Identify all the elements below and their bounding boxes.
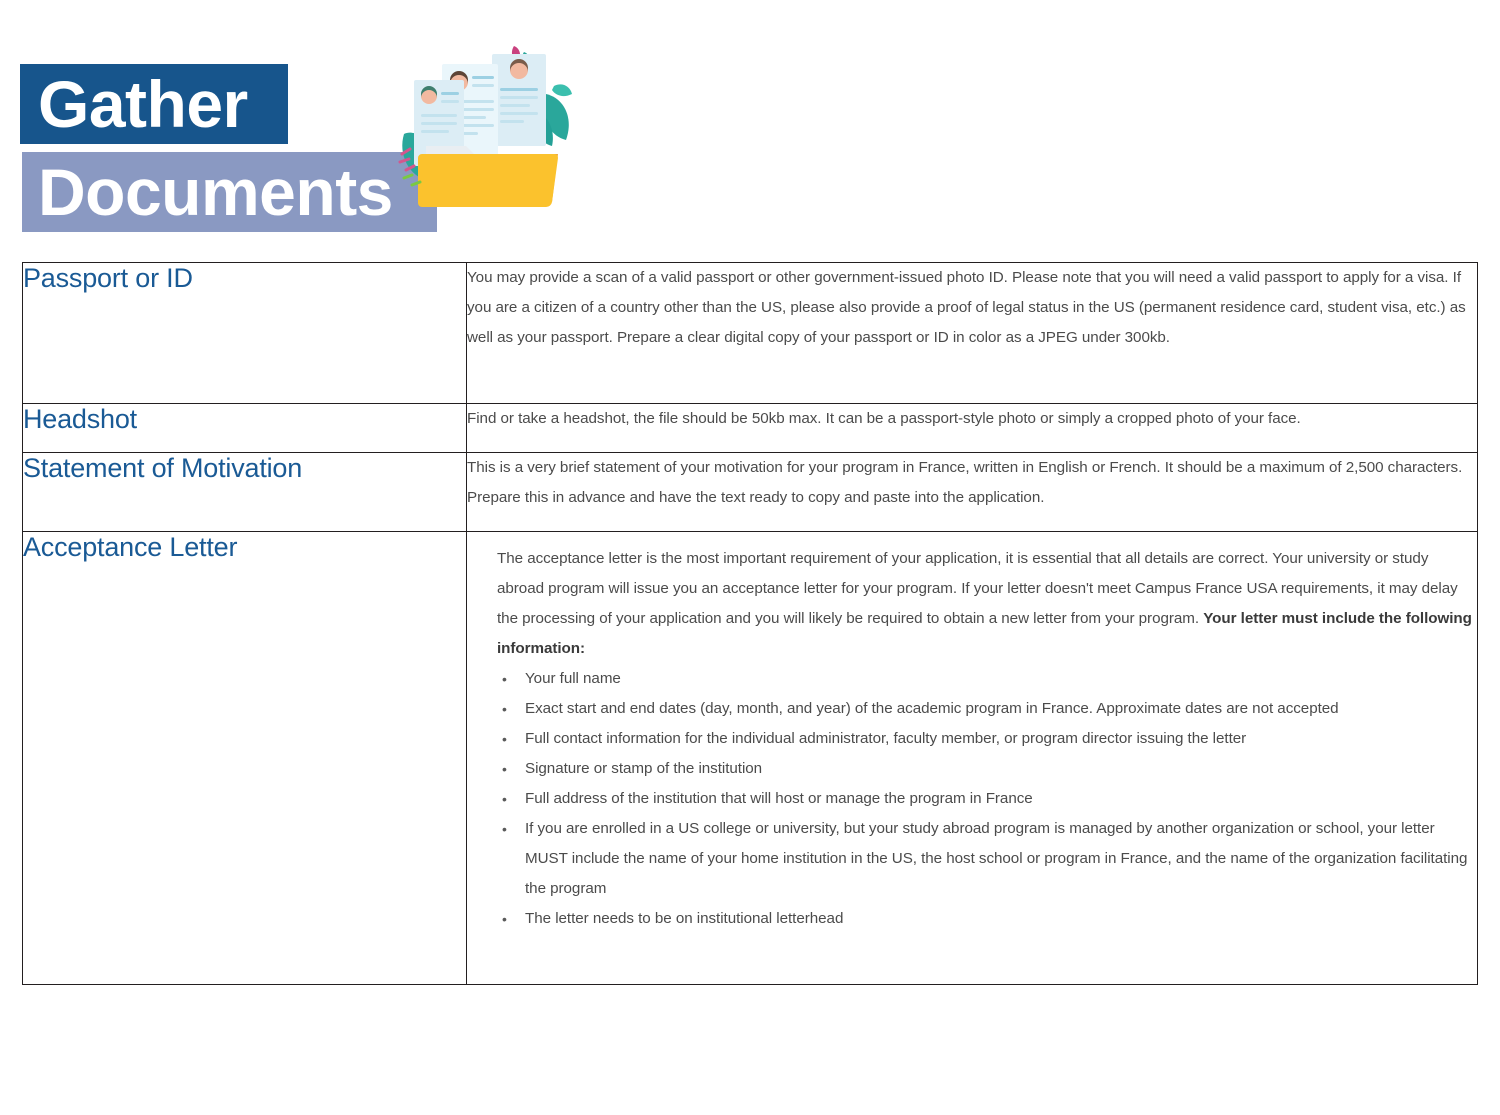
row-label-cell	[23, 263, 467, 404]
list-item: • Exact start and end dates (day, month, and year) of the academic program in France. Approximate dates are not accepted	[497, 694, 1477, 724]
requirements-list	[497, 664, 1477, 934]
documents-table	[22, 262, 1478, 985]
list-item: • Full address of the institution that will host or manage the program in France	[497, 784, 1477, 814]
title-line-1: Gather	[38, 67, 248, 141]
row-label-cell	[23, 453, 467, 532]
row-description-intro: The acceptance letter is the most important requirement of your application, it is essential that all details are correct. Your university or study abroad program will issue you an acceptance letter for your program. If your letter doesn't meet Campus France USA requirements, it may delay the processing of your application and you will likely be required to obtain a new letter from your program.	[497, 550, 1458, 627]
row-label-cell	[23, 532, 467, 985]
table-row	[23, 532, 1478, 985]
row-title: Acceptance Letter	[23, 532, 238, 562]
list-item: • Full contact information for the individual administrator, faculty member, or program director issuing the letter	[497, 724, 1477, 754]
page-header	[0, 0, 1500, 250]
title-line-2: Documents	[38, 155, 393, 229]
table-row	[23, 453, 1478, 532]
row-description: You may provide a scan of a valid passport or other government-issued photo ID. Please note that you will need a valid passport to apply for a visa. If you are a citizen of a country other than the US, please also provide a proof of legal status in the US (permanent residence card, student visa, etc.) as well as your passport. Prepare a clear digital copy of your passport or ID in color as a JPEG under 300kb.	[467, 269, 1466, 346]
list-item: • The letter needs to be on institutional letterhead	[497, 904, 1477, 934]
table-row	[23, 404, 1478, 453]
title-banner-documents	[22, 152, 437, 232]
list-item: • If you are enrolled in a US college or university, but your study abroad program is managed by another organization or school, your letter MUST include the name of your home institution in the US, the host school or program in France, and the name of the organization facilitating the program	[497, 814, 1477, 904]
table-row	[23, 263, 1478, 404]
row-description: This is a very brief statement of your motivation for your program in France, written in English or French. It should be a maximum of 2,500 characters. Prepare this in advance and have the text ready to copy and paste into the application.	[467, 459, 1463, 506]
documents-in-folder-icon	[396, 42, 576, 212]
row-label-cell	[23, 404, 467, 453]
row-title: Headshot	[23, 404, 137, 434]
row-title: Statement of Motivation	[23, 453, 303, 483]
row-description-cell	[467, 532, 1478, 985]
row-description-cell	[467, 453, 1478, 532]
row-title: Passport or ID	[23, 263, 193, 293]
list-item: • Your full name	[497, 664, 1477, 694]
row-description-paragraph	[497, 544, 1477, 664]
title-banner-gather	[20, 64, 288, 144]
row-description: Find or take a headshot, the file should be 50kb max. It can be a passport-style photo or simply a cropped photo of your face.	[467, 410, 1301, 427]
row-description-emphasis: Your letter must include the following information:	[497, 610, 1472, 657]
list-item: • Signature or stamp of the institution	[497, 754, 1477, 784]
row-description-cell	[467, 263, 1478, 404]
row-description-cell	[467, 404, 1478, 453]
